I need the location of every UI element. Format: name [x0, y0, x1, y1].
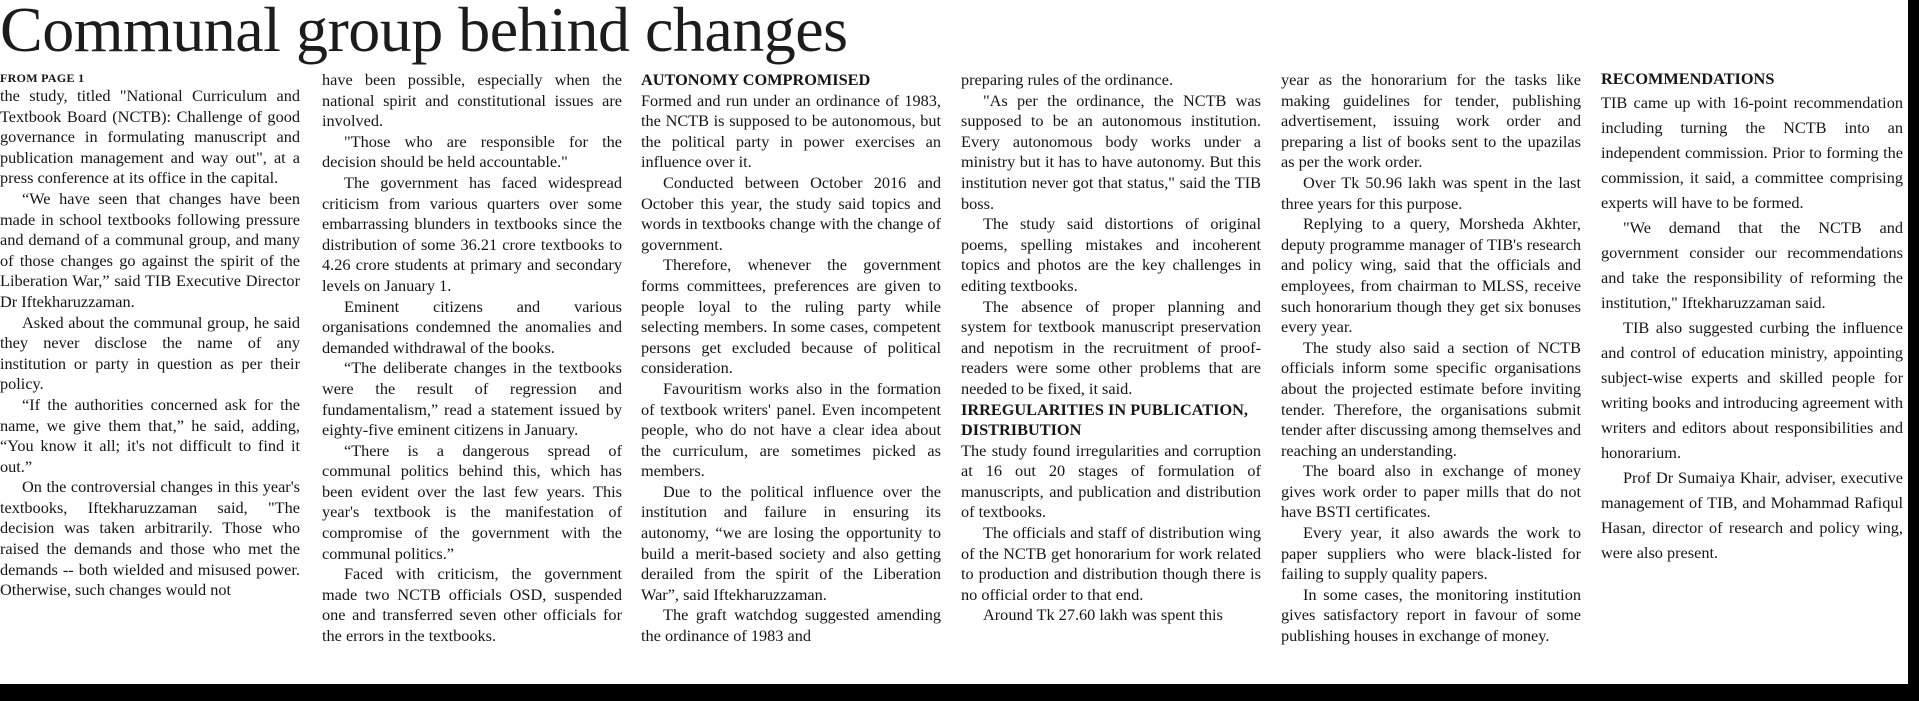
paragraph: Formed and run under an ordinance of 1983, the NCTB is supposed to be autonomous, but the political party in power exercises an influence over it. [641, 90, 941, 172]
paragraph: "We demand that the NCTB and government consider our recommendations and take the responsibility of reforming the institution," Iftekharuzzaman said. [1601, 218, 1903, 312]
paragraph: “The deliberate changes in the textbooks were the result of regression and fundamentalism,” read a statement issued by eighty-five eminent citizens in January. [322, 358, 622, 440]
paragraph: "As per the ordinance, the NCTB was supposed to be an autonomous institution. Every autonomous body works under a ministry but it has to have autonomy. But this institution never got that status," said the TIB boss. [961, 90, 1261, 213]
paragraph: The officials and staff of distribution wing of the NCTB get honorarium for work related to production and distribution though there is no official order to that end. [961, 523, 1261, 604]
article-column-2 [322, 70, 622, 647]
paragraph: Therefore, whenever the government forms committees, preferences are given to people loyal to the ruling party while selecting members. In some cases, competent persons get excluded because of political consideration. [641, 255, 941, 378]
paragraph: Replying to a query, Morsheda Akhter, deputy programme manager of TIB's research and policy wing, said that the officials and employees, from chairman to MLSS, receive such honorarium though they get six bonuses every year. [1281, 214, 1581, 337]
paragraph: “If the authorities concerned ask for the name, we give them that,” he said, adding, “You know it all; it's not difficult to find it out.” [0, 394, 300, 476]
subhead-autonomy: AUTONOMY COMPROMISED [641, 70, 871, 89]
paragraph: The study found irregularities and corruption at 16 out 20 stages of formulation of manuscripts, and publication and distribution of textbooks. [961, 440, 1261, 522]
folio-jump-line: FROM PAGE 1 [0, 71, 85, 85]
article-column-6 [1601, 68, 1903, 565]
paragraph: Favouritism works also in the formation of textbook writers' panel. Even incompetent people, who do not have a clear idea about the curriculum, are sometimes picked as members. [641, 378, 941, 481]
paragraph: Prof Dr Sumaiya Khair, adviser, executive management of TIB, and Mohammad Rafiqul Hasan, director of research and policy wing, were also present. [1601, 468, 1903, 562]
paragraph: The study also said a section of NCTB officials inform some specific organisations about the projected estimate before inviting tender. Therefore, the organisations submit tender after discussing among themselves and reaching an understanding. [1281, 337, 1581, 460]
paragraph: Faced with criticism, the government made two NCTB officials OSD, suspended one and transferred seven other officials for the errors in the textbooks. [322, 564, 622, 646]
paragraph: In some cases, the monitoring institution gives satisfactory report in favour of some publishing houses in exchange of money. [1281, 584, 1581, 646]
paragraph: Over Tk 50.96 lakh was spent in the last three years for this purpose. [1281, 172, 1581, 213]
paragraph: On the controversial changes in this year's textbooks, Iftekharuzzaman said, "The decision was taken arbitrarily. Those who raised the demands and those who met the demands -- both wielded and misused power. Otherwise, such changes would not [0, 477, 300, 600]
paragraph: year as the honorarium for the tasks like making guidelines for tender, publishing advertisement, issuing work order and preparing a list of books sent to the upazilas as per the work order. [1281, 70, 1581, 172]
paragraph: “We have seen that changes have been made in school textbooks following pressure and demand of a communal group, and many of those changes go against the spirit of the Liberation War,” said TIB Executive Director Dr Iftekharuzzaman. [0, 188, 300, 311]
subhead-irregularities: IRREGULARITIES IN PUBLICATION, DISTRIBUTION [961, 399, 1248, 440]
paragraph: have been possible, especially when the national spirit and constitutional issues are involved. [322, 70, 622, 131]
headline: Communal group behind changes [0, 0, 848, 65]
paragraph: Every year, it also awards the work to paper suppliers who were black-listed for failing to supply quality papers. [1281, 523, 1581, 584]
paragraph: “There is a dangerous spread of communal politics behind this, which has been evident over the last few years. This year's textbook is the manifestation of compromise of the government with the communal politics.” [322, 440, 622, 563]
article-column-4 [961, 70, 1261, 626]
article-column-5 [1281, 70, 1581, 647]
paragraph: The graft watchdog suggested amending the ordinance of 1983 and [641, 605, 941, 646]
paragraph: Conducted between October 2016 and October this year, the study said topics and words in textbooks change with the change of government. [641, 172, 941, 254]
paragraph: TIB also suggested curbing the influence and control of education ministry, appointing subject-wise experts and skilled people for writing books and introducing agreement with writers and editors about responsibilities and honorarium. [1601, 318, 1903, 462]
article-column-1 [0, 70, 300, 601]
paragraph: The study said distortions of original poems, spelling mistakes and incoherent topics and photos are the key challenges in editing textbooks. [961, 214, 1261, 295]
subhead-recommendations: RECOMMENDATIONS [1601, 69, 1775, 88]
paragraph: The absence of proper planning and system for textbook manuscript preservation and nepotism in the recruitment of proof-readers were some other problems that are needed to be fixed, it said. [961, 296, 1261, 398]
paragraph: preparing rules of the ordinance. [961, 70, 1174, 89]
article-column-3 [641, 70, 941, 647]
paragraph: Around Tk 27.60 lakh was spent this [983, 605, 1223, 625]
paragraph: Eminent citizens and various organisations condemned the anomalies and demanded withdrawal of the books. [322, 296, 622, 357]
paragraph: "Those who are responsible for the decision should be held accountable." [322, 131, 622, 172]
paragraph: Due to the political influence over the institution and failure in ensuring its autonomy, “we are losing the opportunity to build a merit-based society and also getting derailed from the spirit of the Liberation War”, said Iftekharuzzaman. [641, 481, 941, 604]
paragraph: the study, titled "National Curriculum and Textbook Board (NCTB): Challenge of good governance in formulating manuscript and publication management and way out", at a press conference at its office in the capital. [0, 86, 300, 188]
paragraph: The government has faced widespread criticism from various quarters over some embarrassing blunders in textbooks since the distribution of some 36.21 crore textbooks to 4.26 crore students at primary and secondary levels on January 1. [322, 172, 622, 295]
paragraph: Asked about the communal group, he said they never disclose the name of any institution or party in question as per their policy. [0, 312, 300, 394]
paragraph: TIB came up with 16-point recommendation including turning the NCTB into an independent commission. Prior to forming the commission, it said, a committee comprising experts will have to be formed. [1601, 93, 1903, 212]
paragraph: The board also in exchange of money gives work order to paper mills that do not have BSTI certificates. [1281, 461, 1581, 522]
